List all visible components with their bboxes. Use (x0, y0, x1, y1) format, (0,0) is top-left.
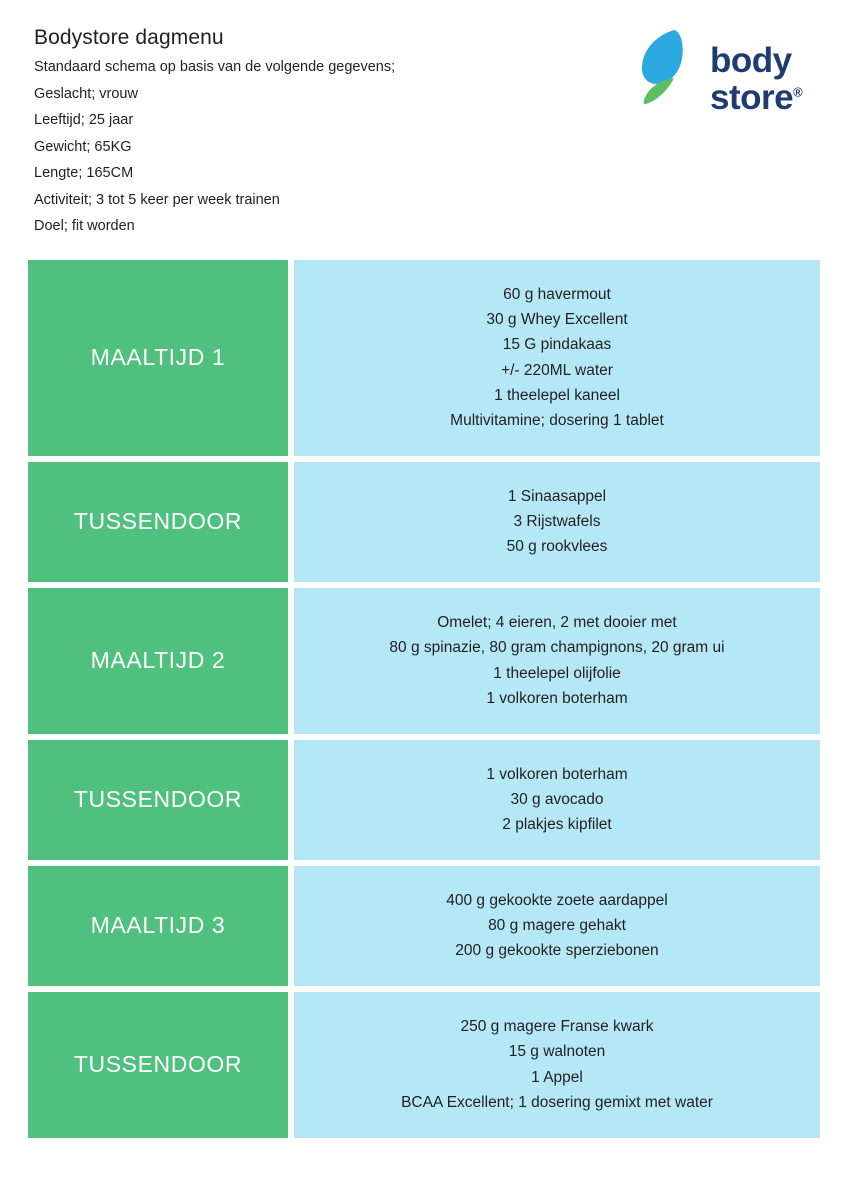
list-item: 200 g gekookte sperziebonen (455, 942, 659, 960)
meal-items-3 (294, 588, 820, 734)
table-row (28, 260, 820, 456)
meal-items-5 (294, 866, 820, 986)
list-item: 1 Appel (531, 1068, 583, 1086)
bodystore-leaf-mark-icon (634, 28, 706, 106)
list-item: +/- 220ML water (501, 361, 613, 379)
meal-label-4: TUSSENDOOR (28, 740, 288, 860)
list-item: 30 g Whey Excellent (486, 311, 628, 329)
list-item: Multivitamine; dosering 1 tablet (450, 411, 664, 429)
table-row (28, 992, 820, 1138)
list-item: BCAA Excellent; 1 dosering gemixt met water (401, 1093, 713, 1111)
intro-line-4: Lengte; 165CM (34, 165, 134, 181)
page-title: Bodystore dagmenu (34, 26, 224, 49)
registered-mark: ® (793, 84, 803, 100)
meal-label-2: TUSSENDOOR (28, 462, 288, 582)
list-item: 3 Rijstwafels (513, 512, 601, 530)
table-row (28, 866, 820, 986)
header-text-block (28, 26, 395, 234)
meal-items-4 (294, 740, 820, 860)
list-item: 1 volkoren boterham (486, 765, 628, 783)
table-row (28, 740, 820, 860)
meal-plan-table (28, 260, 820, 1138)
bodystore-logo (634, 26, 814, 144)
list-item: 15 g walnoten (508, 1043, 606, 1061)
list-item: 30 g avocado (510, 790, 604, 808)
list-item: 400 g gekookte zoete aardappel (446, 891, 668, 909)
logo-line-1: body (710, 41, 792, 80)
list-item: 1 Sinaasappel (507, 487, 607, 505)
list-item: 1 theelepel olijfolie (493, 664, 621, 682)
table-row (28, 588, 820, 734)
document-header (28, 26, 820, 234)
list-item: 80 g magere gehakt (488, 916, 626, 934)
meal-label-6: TUSSENDOOR (28, 992, 288, 1138)
intro-line-6: Doel; fit worden (34, 218, 135, 234)
logo-line-2: store (710, 78, 794, 118)
list-item: 1 theelepel kaneel (494, 386, 620, 404)
intro-line-2: Leeftijd; 25 jaar (34, 112, 134, 128)
list-item: 15 G pindakaas (502, 336, 612, 354)
list-item: 250 g magere Franse kwark (460, 1018, 654, 1036)
list-item: 1 volkoren boterham (486, 689, 628, 707)
meal-label-5: MAALTIJD 3 (28, 866, 288, 986)
list-item: 80 g spinazie, 80 gram champignons, 20 gram ui (389, 639, 725, 657)
intro-line-3: Gewicht; 65KG (34, 138, 132, 155)
table-row (28, 462, 820, 582)
meal-items-1 (294, 260, 820, 456)
logo-line-2-wrap (710, 79, 802, 116)
intro-line-1: Geslacht; vrouw (34, 85, 138, 102)
intro-line-5: Activiteit; 3 tot 5 keer per week trainen (34, 191, 280, 208)
list-item: 50 g rookvlees (506, 538, 608, 556)
meal-label-3: MAALTIJD 2 (28, 588, 288, 734)
meal-items-6 (294, 992, 820, 1138)
list-item: Omelet; 4 eieren, 2 met dooier met (437, 614, 677, 632)
intro-line-0: Standaard schema op basis van de volgende gegevens; (34, 59, 396, 75)
list-item: 60 g havermout (503, 286, 611, 304)
meal-items-2 (294, 462, 820, 582)
meal-label-1: MAALTIJD 1 (28, 260, 288, 456)
list-item: 2 plakjes kipfilet (502, 816, 612, 834)
logo-wordmark (710, 42, 802, 116)
